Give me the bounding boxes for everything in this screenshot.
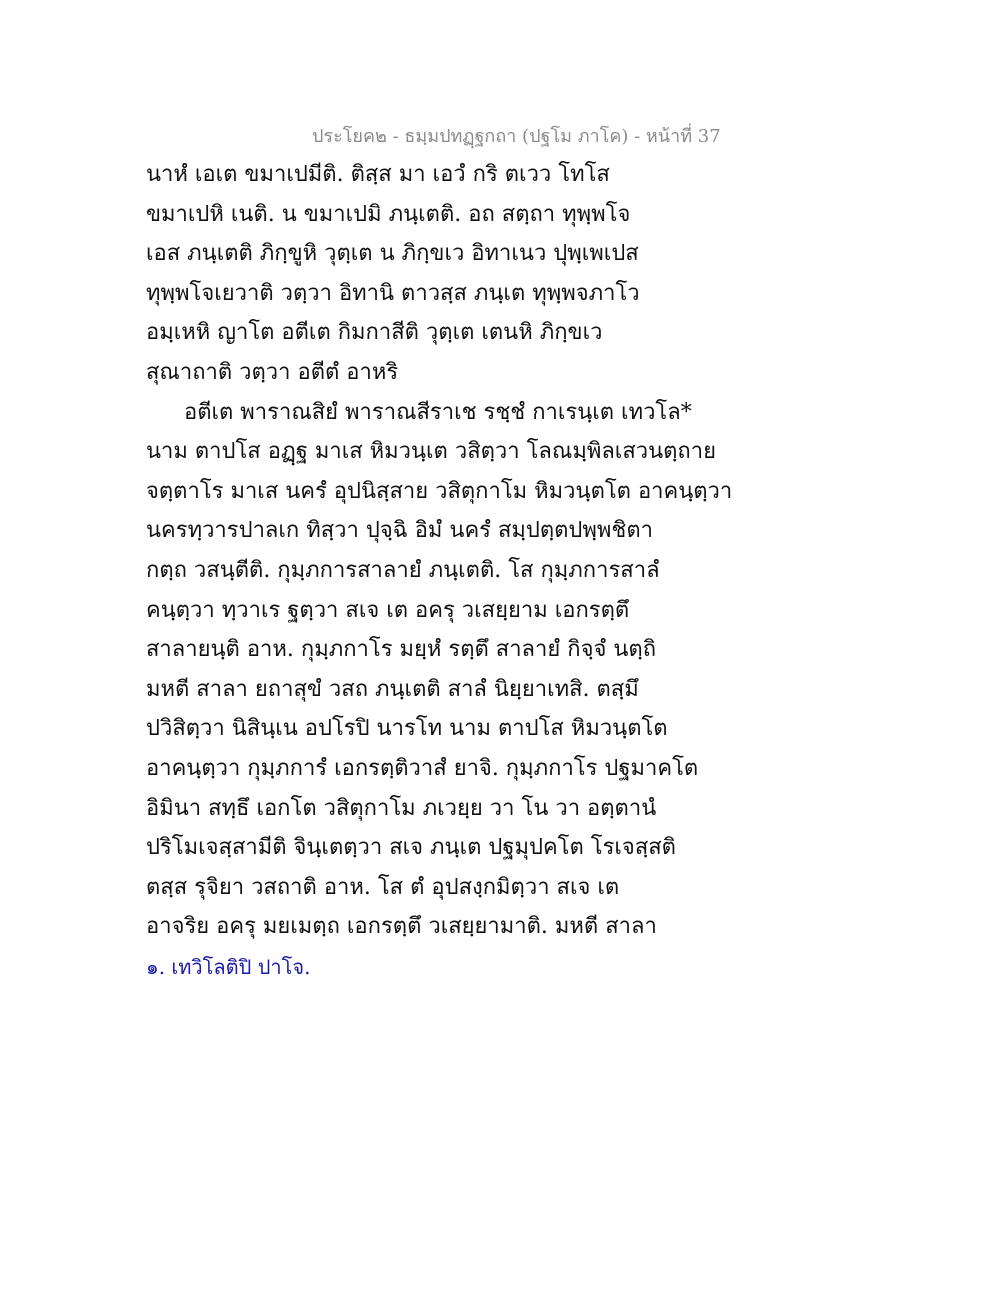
text-line: ขมาเปหิ เนติ. น ขมาเปมิ ภนฺเตติ. อถ สตฺถา ทุพฺพโจ (146, 201, 631, 227)
text-line: อมฺเหหิ ญาโต อตีเต กิมกาสีติ วุตฺเต เตนหิ ภิกฺขเว (146, 320, 603, 346)
text-line: มหตี สาลา ยถาสุขํ วสถ ภนฺเตติ สาลํ นิยฺยาเทสิ. ตสฺมึ (146, 676, 639, 702)
footnote: ๑. เทวิโลติปิ ปาโจ. (146, 955, 311, 979)
text-line: สุณาถาติ วตฺวา อตีตํ อาหริ (146, 359, 399, 385)
body-text (146, 155, 846, 947)
text-line: ปริโมเจสฺสามีติ จินฺเตตฺวา สเจ ภนฺเต ปฐมุปคโต โรเจสฺสติ (146, 835, 676, 861)
text-line: ปวิสิตฺวา นิสินฺเน อปโรปิ นารโท นาม ตาปโส หิมวนฺตโต (146, 716, 668, 742)
text-line: เอส ภนฺเตติ ภิกฺขูหิ วุตฺเต น ภิกฺขเว อิทาเนว ปุพฺเพเปส (146, 241, 639, 267)
text-line: นาหํ เอเต ขมาเปมีติ. ติสฺส มา เอวํ กริ ตเวว โทโส (146, 162, 610, 187)
text-line: นาม ตาปโส อฏฺฐ มาเส หิมวนฺเต วสิตฺวา โลณมฺพิลเสวนตฺถาย (146, 439, 716, 465)
paragraph-start-line: อตีเต พาราณสิยํ พาราณสีราเช รชฺชํ กาเรนฺเต เทวโล* (184, 399, 692, 425)
text-line: อาจริย อครุ มยเมตฺถ เอกรตฺตึ วเสยฺยามาติ. มหตี สาลา (146, 914, 657, 940)
text-line: คนฺตฺวา ทฺวาเร ฐตฺวา สเจ เต อครุ วเสยฺยาม เอกรตฺตึ (146, 597, 630, 623)
text-line: ตสฺส รุจิยา วสถาติ อาห. โส ตํ อุปสงฺกมิตฺวา สเจ เต (146, 874, 620, 900)
text-line: สาลายนฺติ อาห. กุมฺภกาโร มยฺหํ รตฺตึ สาลายํ กิจฺจํ นตฺถิ (146, 637, 657, 663)
text-line: จตฺตาโร มาเส นครํ อุปนิสฺสาย วสิตุกาโม หิมวนฺตโต อาคนฺตฺวา (146, 478, 733, 504)
text-line: ทุพฺพโจเยวาติ วตฺวา อิทานิ ตาวสฺส ภนฺเต ทุพฺพจภาโว (146, 280, 640, 306)
text-line: กตฺถ วสนฺตีติ. กุมฺภการสาลายํ ภนฺเตติ. โส กุมฺภการสาลํ (146, 557, 660, 583)
text-line: นครทฺวารปาลเก ทิสฺวา ปุจฺฉิ อิมํ นครํ สมฺปตฺตปพฺพชิตา (146, 518, 653, 544)
running-header: ประโยค๒ - ธมฺมปทฏฺฐกถา (ปฐโม ภาโค) - หน้าที่ 37 (312, 126, 721, 147)
text-line: อาคนฺตฺวา กุมฺภการํ เอกรตฺติวาสํ ยาจิ. กุมฺภกาโร ปฐมาคโต (146, 755, 699, 781)
text-line: อิมินา สทฺธึ เอกโต วสิตุกาโม ภเวยฺย วา โน วา อตฺตานํ (146, 795, 657, 821)
